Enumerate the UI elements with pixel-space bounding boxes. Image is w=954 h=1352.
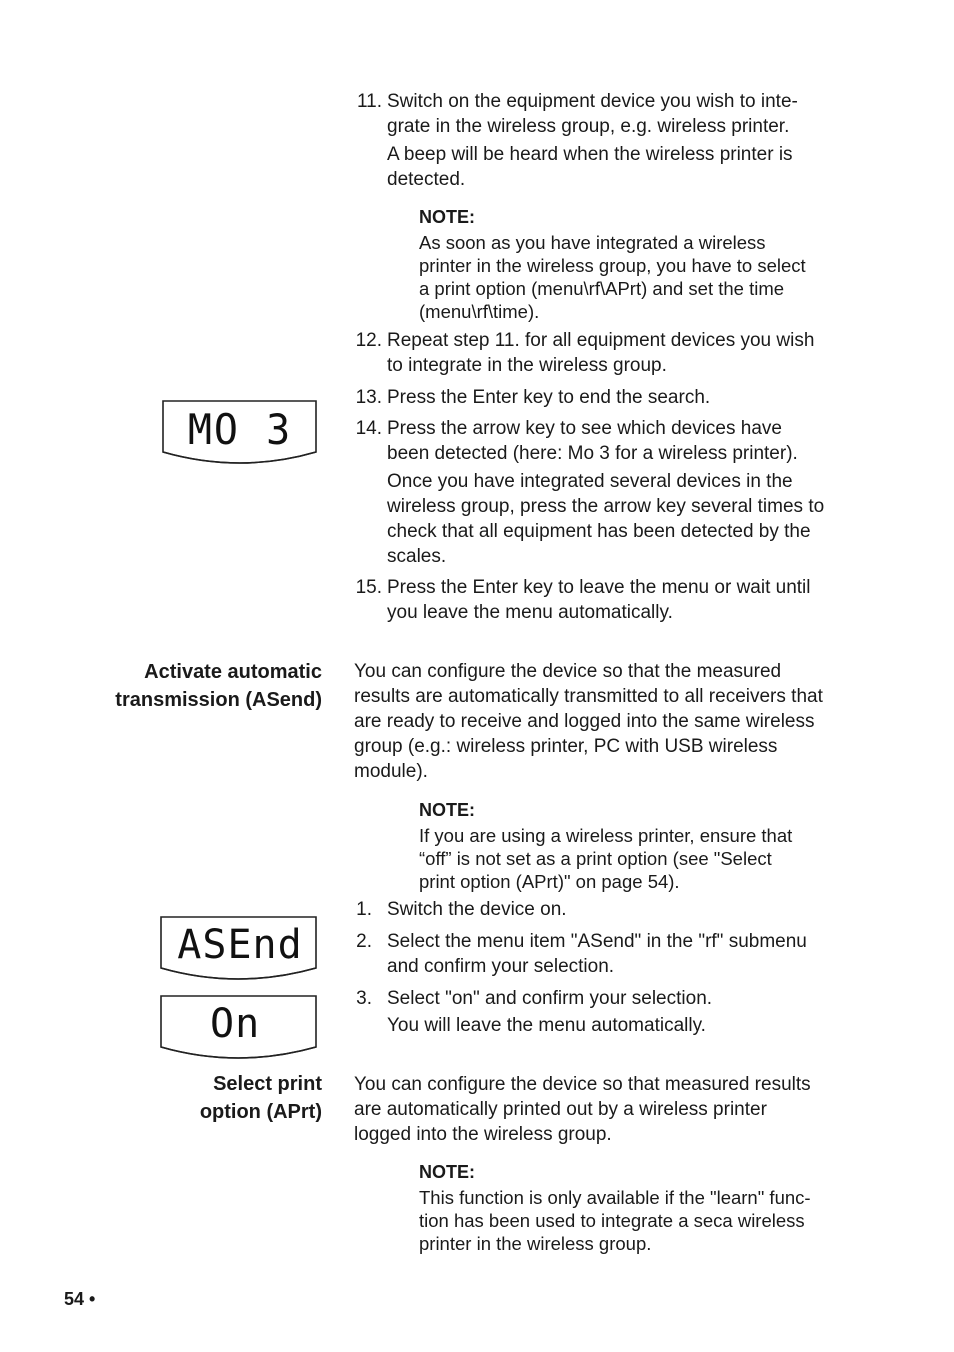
- step-detail: You will leave the menu automatically.: [387, 1015, 706, 1036]
- note-body: This function is only available if the "learn" func- tion has been used to integrate a seca wireless printer in the wireless group.: [419, 1187, 811, 1254]
- step-number: 3.: [356, 988, 372, 1009]
- lcd-text: ASEnd: [177, 922, 303, 968]
- step-text: Switch on the equipment device you wish to inte- grate in the wireless group, e.g. wireless printer.: [387, 91, 798, 137]
- step-number: 15.: [355, 577, 382, 598]
- section-heading-aprt: Select print option (APrt): [199, 1073, 322, 1123]
- note-heading: NOTE:: [419, 800, 475, 820]
- note-heading: NOTE:: [419, 1162, 475, 1182]
- step-detail: A beep will be heard when the wireless printer is detected.: [387, 144, 793, 190]
- lcd-display-mo3: [160, 398, 320, 466]
- lcd-text: On: [210, 1001, 261, 1047]
- note-heading: NOTE:: [419, 207, 475, 227]
- step-text: Switch the device on.: [387, 899, 567, 920]
- step-number: 14.: [355, 418, 382, 439]
- step-number: 12.: [355, 330, 382, 351]
- note-body: If you are using a wireless printer, ensure that “off” is not set as a print option (see "Select print option (APrt)" on page 54).: [419, 825, 793, 892]
- lcd-text: MO 3: [187, 405, 293, 455]
- section-heading-asend: Activate automatic transmission (ASend): [115, 661, 322, 711]
- section-intro: You can configure the device so that measured results are automatically printed out by a wireless printer logged into the wireless group.: [354, 1074, 811, 1145]
- step-text: Press the Enter key to leave the menu or wait until you leave the menu automatically.: [387, 577, 811, 623]
- step-text: Repeat step 11. for all equipment devices you wish to integrate in the wireless group.: [387, 330, 815, 376]
- step-text: Select the menu item "ASend" in the "rf" submenu and confirm your selection.: [387, 931, 807, 977]
- lcd-display-on: [158, 993, 320, 1061]
- step-number: 2.: [356, 931, 372, 952]
- lcd-display-asend: [158, 914, 320, 982]
- page-number: 54 •: [64, 1289, 96, 1309]
- step-detail: Once you have integrated several devices in the wireless group, press the arrow key several times to check that all equipment has been detected by the scales.: [387, 471, 825, 567]
- step-number: 13.: [355, 387, 382, 408]
- section-intro: You can configure the device so that the measured results are automatically transmitted to all receivers that are ready to receive and logged into the same wireless group (e.g.: wireless printer, PC with USB wireless module).: [354, 661, 823, 782]
- step-text: Select "on" and confirm your selection.: [387, 988, 713, 1009]
- step-number: 11.: [356, 91, 382, 112]
- step-text: Press the arrow key to see which devices have been detected (here: Mo 3 for a wireless printer).: [387, 418, 798, 464]
- step-number: 1.: [356, 899, 372, 920]
- step-text: Press the Enter key to end the search.: [387, 387, 711, 408]
- note-body: As soon as you have integrated a wireless printer in the wireless group, you have to select a print option (menu\rf\APrt) and set the time (menu\rf\time).: [419, 232, 806, 322]
